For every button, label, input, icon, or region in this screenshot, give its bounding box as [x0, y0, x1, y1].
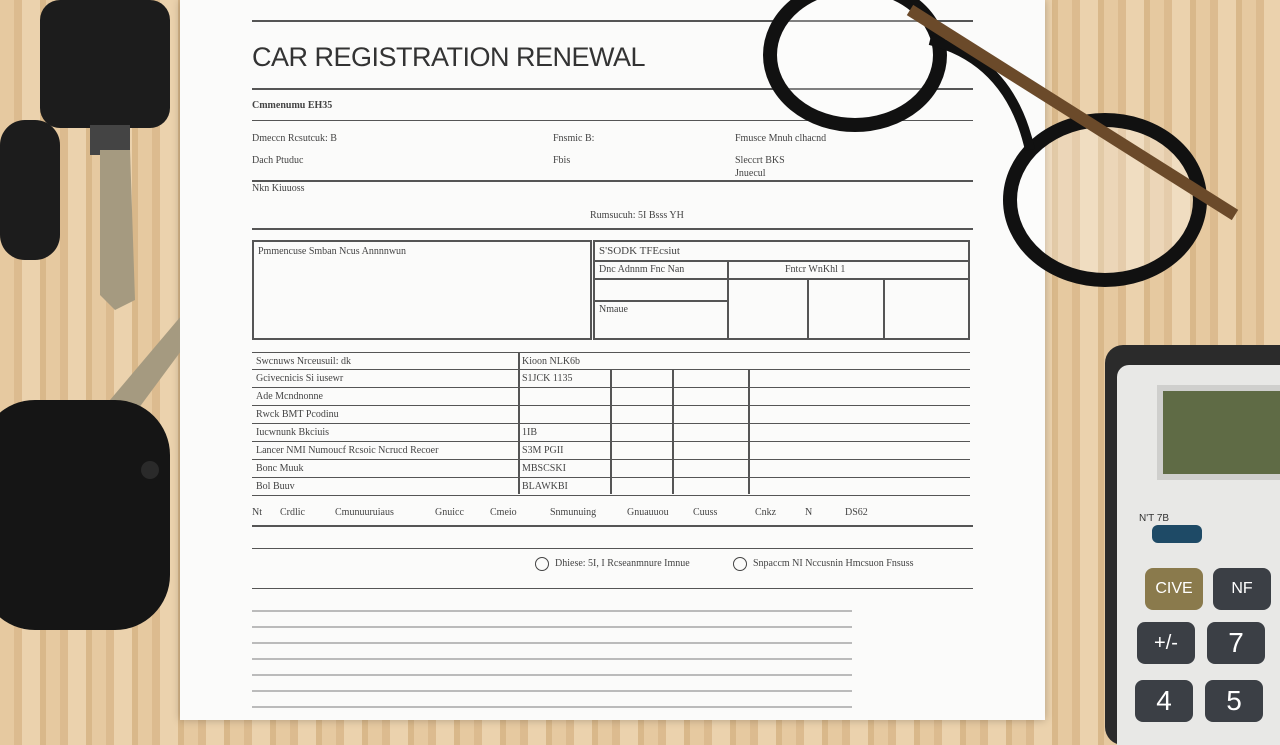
form-title: CAR REGISTRATION RENEWAL [252, 42, 646, 72]
column-header: Cmeio [490, 507, 517, 518]
box-sub: Fntcr WnKhl 1 [785, 264, 846, 275]
option-label: Snpaccm NI Nccusnin Hmcsuon Fnsuss [753, 558, 914, 569]
eyeglasses [760, 0, 1250, 300]
row-label: Lancer NMI Numoucf Rcsoic Ncrucd Recoer [256, 445, 439, 456]
column-header: Cuuss [693, 507, 718, 518]
field-label: Fnsmic B: [553, 133, 595, 144]
column-header: Cmunuuruiaus [335, 507, 394, 518]
option-radio[interactable] [535, 557, 549, 571]
column-header: Gnuicc [435, 507, 464, 518]
row-label: Ade Mcndnonne [256, 391, 323, 402]
field-label: Fbis [553, 155, 571, 166]
row-label: Iucwnunk Bkciuis [256, 427, 330, 438]
owner-box [252, 240, 592, 340]
row-label: Bol Buuv [256, 481, 295, 492]
key-clear[interactable]: CIVE [1145, 568, 1203, 610]
fine-print [252, 600, 852, 710]
column-header: Snmunuing [550, 507, 597, 518]
calculator-display [1157, 385, 1280, 480]
row-value: BLAWKBI [522, 481, 568, 492]
key-sign[interactable]: +/- [1137, 622, 1195, 664]
field-label: Nkn Kiuuoss [252, 183, 305, 194]
option-label: Dhiese: 5I, I Rcseanmnure Imnue [555, 558, 690, 569]
solar-panel [1152, 525, 1202, 543]
box-header: Pmmencuse Smban Ncus Annnnwun [258, 246, 407, 257]
row-value: MBSCSKI [522, 463, 566, 474]
column-header: Cnkz [755, 507, 777, 518]
row-label: Gcivecnicis Si iusewr [256, 373, 344, 384]
field-label: Sleccrt BKS [735, 155, 785, 166]
box-header: S'SODK TFEcsiut [599, 245, 680, 257]
field-label: Jnuecul [735, 168, 766, 179]
field-label: Dach Ptuduc [252, 155, 304, 166]
option-radio[interactable] [733, 557, 747, 571]
table-row [252, 352, 970, 370]
column-header: DS62 [845, 507, 868, 518]
key-5[interactable]: 5 [1205, 680, 1263, 722]
key-7[interactable]: 7 [1207, 622, 1265, 664]
box-row: Nmaue [599, 304, 628, 315]
section-header: Cmmenumu EH35 [252, 100, 333, 111]
column-header: Gnuauuou [627, 507, 669, 518]
box-sub: Dnc Adnnm Fnc Nan [599, 264, 685, 275]
calculator-label: N'T 7B [1139, 513, 1170, 524]
row-value: Kioon NLK6b [522, 356, 581, 367]
column-header: Crdlic [280, 507, 305, 518]
field-label: Dmeccn Rcsutcuk: B [252, 133, 337, 144]
row-label: Rwck BMT Pcodinu [256, 409, 339, 420]
row-value: S3M PGII [522, 445, 564, 456]
row-value: 1IB [522, 427, 537, 438]
calculator [1105, 345, 1280, 745]
key-4[interactable]: 4 [1135, 680, 1193, 722]
column-header: N [805, 507, 813, 518]
row-value: S1JCK 1135 [522, 373, 573, 384]
row-label: Bonc Muuk [256, 463, 304, 474]
row-label: Swcnuws Nrceusuil: dk [256, 356, 351, 367]
column-header: Nt [252, 507, 262, 518]
car-keys [0, 0, 180, 720]
signature-label: Rumsucuh: 5I Bsss YH [590, 210, 684, 221]
field-label: Fmusce Mnuh clhacnd [735, 133, 827, 144]
key-nf[interactable]: NF [1213, 568, 1271, 610]
